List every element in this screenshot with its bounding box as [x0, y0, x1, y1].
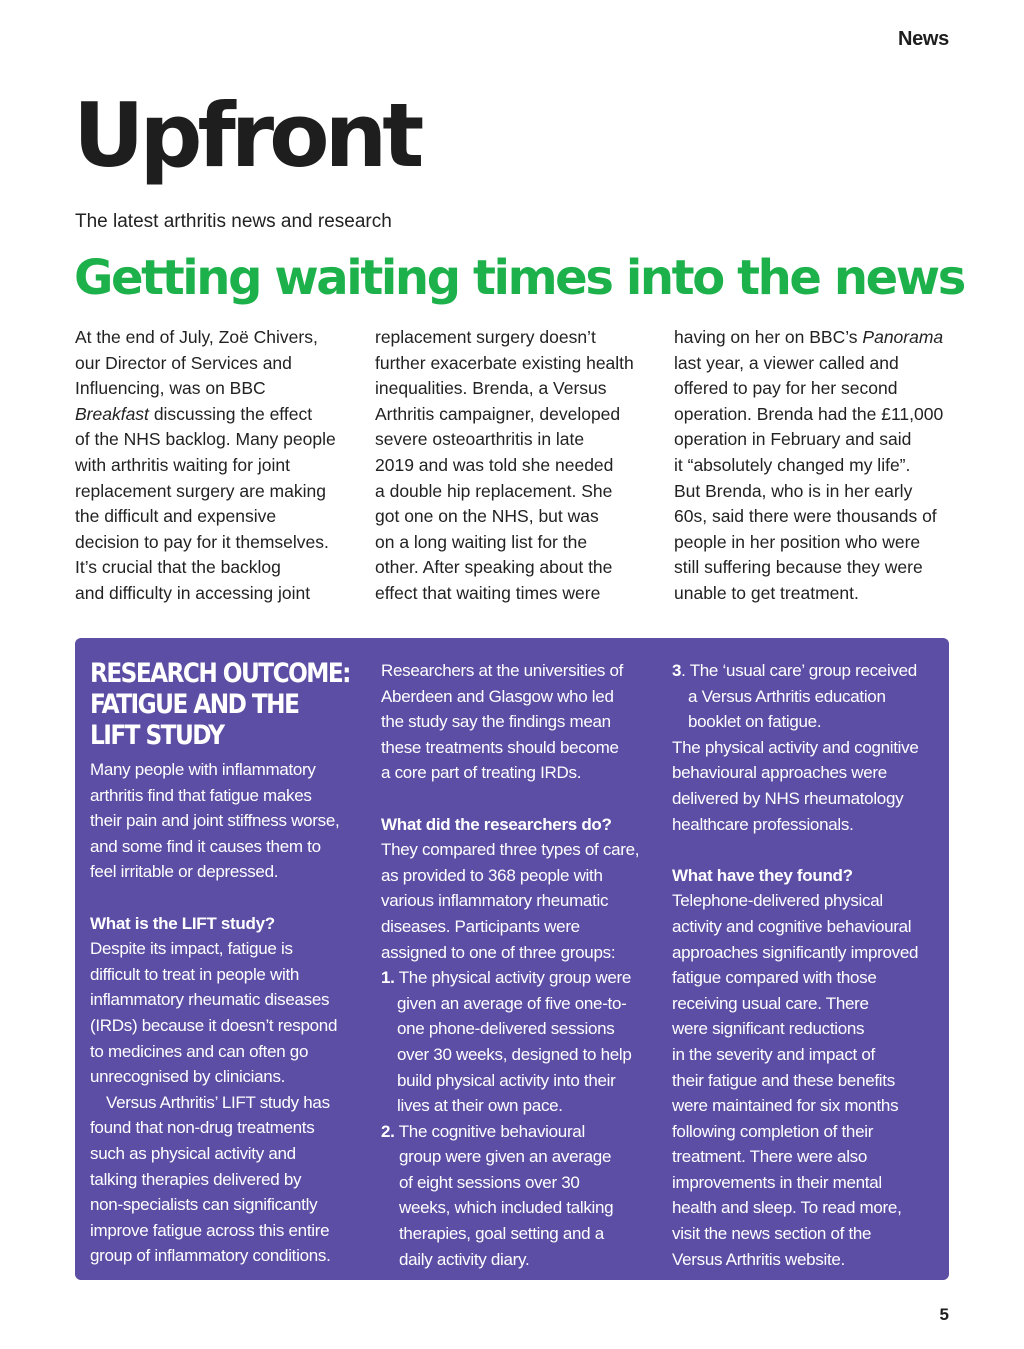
article-headline: Getting waiting times into the news [74, 250, 964, 306]
text-line: other. After speaking about the [375, 557, 613, 578]
text-line: their pain and joint stiffness worse, [90, 811, 340, 831]
text-line: a core part of treating IRDs. [381, 763, 582, 783]
text-line: receiving usual care. There [672, 993, 869, 1013]
text-line: assigned to one of three groups: [381, 942, 616, 962]
text-line: difficult to treat in people with [90, 964, 300, 984]
text-line: lives at their own pace. [397, 1096, 563, 1116]
text-line: the difficult and expensive [75, 506, 277, 527]
masthead-title: Upfront [73, 84, 420, 187]
text-line: in the severity and impact of [672, 1044, 875, 1064]
text-line: effect that waiting times were [375, 582, 601, 603]
text-line: found that non-drug treatments [90, 1118, 315, 1138]
text-line: Influencing, was on BBC [75, 378, 266, 399]
text-line: 60s, said there were thousands of [674, 506, 937, 527]
text-line: Researchers at the universities of [381, 661, 624, 680]
text-line: (IRDs) because it doesn’t respond [90, 1015, 338, 1035]
programme-name: Panorama [862, 327, 944, 347]
text-fragment: The cognitive behavioural [398, 1121, 585, 1141]
text-line: Telephone-delivered physical [672, 891, 883, 911]
text-line: as provided to 368 people with [381, 865, 603, 885]
text-line: treatment. There were also [672, 1147, 868, 1167]
text-line: activity and cognitive behavioural [672, 916, 912, 936]
text-line: replacement surgery doesn’t [375, 327, 596, 347]
text-line: last year, a viewer called and [674, 352, 899, 373]
text-line: over 30 weeks, designed to help [397, 1044, 632, 1064]
text-line: it “absolutely changed my life”. [674, 454, 911, 475]
text-line: and difficulty in accessing joint [75, 582, 311, 603]
text-line: booklet on fatigue. [688, 712, 822, 732]
text-line: Aberdeen and Glasgow who led [381, 686, 614, 706]
text-line: approaches significantly improved [672, 942, 919, 962]
text-line: our Director of Services and [75, 352, 292, 373]
subheading: What is the LIFT study? [90, 913, 275, 933]
text-line: with arthritis waiting for joint [75, 454, 290, 475]
text-line: healthcare professionals. [672, 814, 854, 834]
list-number: 1. [381, 968, 395, 988]
text-line: these treatments should become [381, 737, 619, 757]
programme-name: Breakfast [75, 403, 149, 424]
research-box-column-1 [90, 658, 392, 1269]
list-item-2 [381, 1119, 639, 1145]
text-line: people in her position who were [674, 531, 921, 552]
section-label: News [897, 28, 949, 50]
text-line: inequalities. Brenda, a Versus [375, 378, 607, 399]
text-line: Despite its impact, fatigue is [90, 939, 293, 959]
research-outcome-box [75, 638, 949, 1280]
text-line: of eight sessions over 30 [399, 1172, 580, 1192]
text-line: But Brenda, who is in her early [674, 480, 913, 501]
text-line: daily activity diary. [399, 1249, 530, 1269]
text-line: to medicines and can often go [90, 1041, 309, 1061]
text-line: group were given an average [399, 1147, 612, 1167]
text-line: severe osteoarthritis in late [375, 429, 585, 450]
text-line: decision to pay for it themselves. [75, 531, 329, 552]
text-line: health and sleep. To read more, [672, 1198, 902, 1218]
text-line: various inflammatory rheumatic [381, 891, 609, 911]
text-line: fatigue compared with those [672, 968, 877, 988]
text-line: the study say the findings mean [381, 712, 611, 732]
text-fragment: having on her on BBC’s [674, 327, 858, 347]
list-number: 3 [672, 661, 682, 680]
text-line: Versus Arthritis’ LIFT study has [106, 1092, 330, 1112]
text-line: diseases. Participants were [381, 916, 580, 936]
subheading: What have they found? [672, 865, 853, 885]
text-line [674, 325, 943, 351]
list-number: 2. [381, 1121, 395, 1141]
text-line: replacement surgery are making [75, 480, 326, 501]
title-line: RESEARCH OUTCOME: [90, 658, 350, 689]
text-line: It’s crucial that the backlog [75, 557, 281, 578]
text-line: The physical activity and cognitive [672, 737, 919, 757]
text-line: still suffering because they were [674, 557, 923, 578]
tagline: The latest arthritis news and research [75, 211, 392, 232]
text-fragment: . The ‘usual care’ group received [681, 661, 917, 680]
text-line [75, 402, 336, 428]
text-line: following completion of their [672, 1121, 874, 1141]
text-fragment: The physical activity group were [398, 968, 631, 988]
text-line: Arthritis campaigner, developed [375, 403, 621, 424]
text-line: talking therapies delivered by [90, 1169, 302, 1189]
text-line: a double hip replacement. She [375, 480, 613, 501]
text-line: improve fatigue across this entire [90, 1220, 330, 1240]
text-line: further exacerbate existing health [375, 352, 634, 373]
page-number: 5 [939, 1305, 949, 1324]
research-box-title [90, 658, 350, 751]
research-box-column-2 [381, 658, 639, 1272]
subheading: What did the researchers do? [381, 814, 612, 834]
text-line: Versus Arthritis website. [672, 1249, 845, 1269]
text-line: unrecognised by clinicians. [90, 1067, 286, 1087]
text-line: were maintained for six months [672, 1096, 899, 1116]
text-line: group of inflammatory conditions. [90, 1246, 331, 1266]
text-line: weeks, which included talking [399, 1198, 614, 1218]
research-box-column-3 [672, 658, 919, 1272]
text-line: 2019 and was told she needed [375, 454, 614, 475]
text-line: one phone-delivered sessions [397, 1019, 615, 1039]
text-line: arthritis find that fatigue makes [90, 785, 312, 805]
text-line: feel irritable or depressed. [90, 862, 279, 882]
text-line: given an average of five one-to- [397, 993, 627, 1013]
text-line: behavioural approaches were [672, 763, 887, 783]
text-line: non-specialists can significantly [90, 1195, 318, 1215]
text-line: offered to pay for her second [674, 378, 898, 399]
text-line: build physical activity into their [397, 1070, 616, 1090]
text-line: were significant reductions [672, 1019, 865, 1039]
text-line: of the NHS backlog. Many people [75, 429, 336, 450]
text-line: At the end of July, Zoë Chivers, [75, 327, 318, 347]
title-line: LIFT STUDY [90, 720, 224, 751]
article-column-1 [75, 325, 336, 607]
text-line: their fatigue and these benefits [672, 1070, 895, 1090]
text-line: visit the news section of the [672, 1224, 872, 1244]
article-column-2 [375, 325, 634, 607]
text-line: a Versus Arthritis education [688, 686, 886, 706]
text-line: and some find it causes them to [90, 836, 321, 856]
text-line: on a long waiting list for the [375, 531, 588, 552]
text-line: delivered by NHS rheumatology [672, 788, 904, 808]
text-line: unable to get treatment. [674, 582, 859, 603]
article-column-3 [674, 325, 943, 607]
list-item-3 [672, 658, 919, 684]
text-line: improvements in their mental [672, 1172, 882, 1192]
text-line: inflammatory rheumatic diseases [90, 990, 330, 1010]
text-line: They compared three types of care, [381, 840, 640, 860]
text-line: therapies, goal setting and a [399, 1224, 604, 1244]
title-line: FATIGUE AND THE [90, 689, 299, 720]
text-line: operation in February and said [674, 429, 912, 450]
text-line: Many people with inflammatory [90, 760, 316, 779]
text-line: such as physical activity and [90, 1143, 296, 1163]
list-item-1 [381, 965, 639, 991]
text-line: got one on the NHS, but was [375, 506, 599, 527]
text-fragment: discussing the effect [153, 403, 313, 424]
text-line: operation. Brenda had the £11,000 [674, 403, 944, 424]
